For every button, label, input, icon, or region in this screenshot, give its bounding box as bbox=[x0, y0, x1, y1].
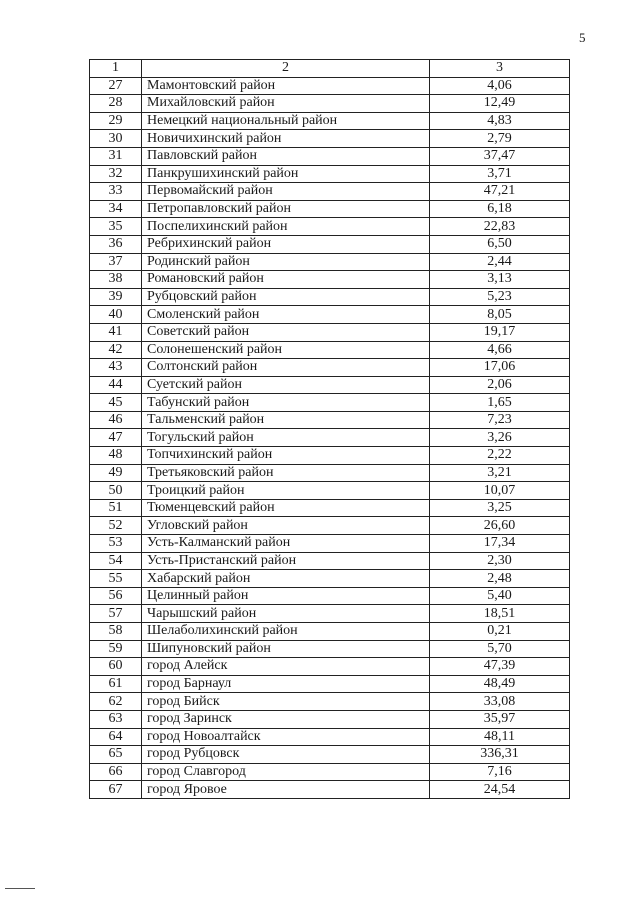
row-name: Панкрушихинский район bbox=[142, 165, 430, 183]
row-value: 26,60 bbox=[430, 517, 570, 535]
row-value: 6,50 bbox=[430, 235, 570, 253]
row-name: Советский район bbox=[142, 323, 430, 341]
row-name: Немецкий национальный район bbox=[142, 112, 430, 130]
row-number: 29 bbox=[90, 112, 142, 130]
row-value: 2,30 bbox=[430, 552, 570, 570]
row-value: 7,16 bbox=[430, 763, 570, 781]
table-row bbox=[90, 710, 570, 728]
row-value: 3,71 bbox=[430, 165, 570, 183]
row-name: Тогульский район bbox=[142, 429, 430, 447]
row-value: 12,49 bbox=[430, 95, 570, 113]
table-body bbox=[90, 77, 570, 798]
row-number: 64 bbox=[90, 728, 142, 746]
row-value: 17,34 bbox=[430, 535, 570, 553]
table-row bbox=[90, 411, 570, 429]
row-name: Хабарский район bbox=[142, 570, 430, 588]
table-header bbox=[90, 60, 570, 78]
table-row bbox=[90, 200, 570, 218]
row-value: 33,08 bbox=[430, 693, 570, 711]
table-row bbox=[90, 323, 570, 341]
table-row bbox=[90, 482, 570, 500]
table-row bbox=[90, 359, 570, 377]
row-number: 45 bbox=[90, 394, 142, 412]
row-value: 19,17 bbox=[430, 323, 570, 341]
row-value: 5,40 bbox=[430, 587, 570, 605]
row-name: Павловский район bbox=[142, 147, 430, 165]
row-name: Мамонтовский район bbox=[142, 77, 430, 95]
header-row bbox=[90, 60, 570, 78]
row-value: 0,21 bbox=[430, 623, 570, 641]
row-number: 27 bbox=[90, 77, 142, 95]
table-row bbox=[90, 288, 570, 306]
row-number: 63 bbox=[90, 710, 142, 728]
table-row bbox=[90, 658, 570, 676]
table-row bbox=[90, 587, 570, 605]
row-name: Тальменский район bbox=[142, 411, 430, 429]
table-row bbox=[90, 271, 570, 289]
header-col-number: 1 bbox=[90, 60, 142, 78]
row-number: 39 bbox=[90, 288, 142, 306]
row-number: 59 bbox=[90, 640, 142, 658]
table-row bbox=[90, 341, 570, 359]
table-row bbox=[90, 183, 570, 201]
row-number: 42 bbox=[90, 341, 142, 359]
row-value: 48,49 bbox=[430, 675, 570, 693]
row-value: 37,47 bbox=[430, 147, 570, 165]
table-row bbox=[90, 746, 570, 764]
data-table bbox=[89, 59, 570, 799]
row-number: 61 bbox=[90, 675, 142, 693]
table-row bbox=[90, 552, 570, 570]
row-number: 66 bbox=[90, 763, 142, 781]
row-value: 7,23 bbox=[430, 411, 570, 429]
row-name: Ребрихинский район bbox=[142, 235, 430, 253]
row-name: Новичихинский район bbox=[142, 130, 430, 148]
row-name: Михайловский район bbox=[142, 95, 430, 113]
row-name: Солтонский район bbox=[142, 359, 430, 377]
row-value: 4,06 bbox=[430, 77, 570, 95]
row-value: 18,51 bbox=[430, 605, 570, 623]
row-number: 50 bbox=[90, 482, 142, 500]
table-row bbox=[90, 95, 570, 113]
table-row bbox=[90, 675, 570, 693]
row-value: 3,21 bbox=[430, 464, 570, 482]
row-number: 35 bbox=[90, 218, 142, 236]
row-name: Родинский район bbox=[142, 253, 430, 271]
row-number: 54 bbox=[90, 552, 142, 570]
row-name: Третьяковский район bbox=[142, 464, 430, 482]
row-number: 31 bbox=[90, 147, 142, 165]
row-name: Первомайский район bbox=[142, 183, 430, 201]
table-row bbox=[90, 447, 570, 465]
row-name: Шипуновский район bbox=[142, 640, 430, 658]
table-row bbox=[90, 517, 570, 535]
table-row bbox=[90, 640, 570, 658]
table-row bbox=[90, 763, 570, 781]
row-number: 34 bbox=[90, 200, 142, 218]
row-name: Петропавловский район bbox=[142, 200, 430, 218]
row-number: 53 bbox=[90, 535, 142, 553]
row-number: 41 bbox=[90, 323, 142, 341]
row-name: город Бийск bbox=[142, 693, 430, 711]
row-number: 32 bbox=[90, 165, 142, 183]
row-value: 2,06 bbox=[430, 376, 570, 394]
table-row bbox=[90, 218, 570, 236]
row-value: 35,97 bbox=[430, 710, 570, 728]
row-number: 33 bbox=[90, 183, 142, 201]
row-number: 55 bbox=[90, 570, 142, 588]
row-value: 6,18 bbox=[430, 200, 570, 218]
row-number: 62 bbox=[90, 693, 142, 711]
row-value: 48,11 bbox=[430, 728, 570, 746]
row-name: Троицкий район bbox=[142, 482, 430, 500]
table-row bbox=[90, 253, 570, 271]
row-name: город Новоалтайск bbox=[142, 728, 430, 746]
row-value: 3,13 bbox=[430, 271, 570, 289]
row-value: 8,05 bbox=[430, 306, 570, 324]
row-value: 1,65 bbox=[430, 394, 570, 412]
table-row bbox=[90, 605, 570, 623]
row-name: Шелаболихинский район bbox=[142, 623, 430, 641]
page-number: 5 bbox=[579, 30, 586, 45]
table-row bbox=[90, 570, 570, 588]
row-number: 60 bbox=[90, 658, 142, 676]
header-col-name: 2 bbox=[142, 60, 430, 78]
row-value: 2,79 bbox=[430, 130, 570, 148]
table-row bbox=[90, 623, 570, 641]
row-name: город Славгород bbox=[142, 763, 430, 781]
row-name: город Барнаул bbox=[142, 675, 430, 693]
row-number: 51 bbox=[90, 499, 142, 517]
row-name: Целинный район bbox=[142, 587, 430, 605]
row-name: город Заринск bbox=[142, 710, 430, 728]
row-name: Суетский район bbox=[142, 376, 430, 394]
row-number: 46 bbox=[90, 411, 142, 429]
row-value: 47,39 bbox=[430, 658, 570, 676]
row-number: 40 bbox=[90, 306, 142, 324]
table-row bbox=[90, 781, 570, 799]
row-number: 52 bbox=[90, 517, 142, 535]
table-row bbox=[90, 235, 570, 253]
table-row bbox=[90, 130, 570, 148]
row-value: 10,07 bbox=[430, 482, 570, 500]
row-name: Солонешенский район bbox=[142, 341, 430, 359]
header-col-value: 3 bbox=[430, 60, 570, 78]
row-value: 5,23 bbox=[430, 288, 570, 306]
row-number: 67 bbox=[90, 781, 142, 799]
table-row bbox=[90, 77, 570, 95]
row-value: 22,83 bbox=[430, 218, 570, 236]
table-row bbox=[90, 147, 570, 165]
table-row bbox=[90, 376, 570, 394]
row-value: 2,48 bbox=[430, 570, 570, 588]
row-number: 44 bbox=[90, 376, 142, 394]
row-number: 30 bbox=[90, 130, 142, 148]
row-name: Чарышский район bbox=[142, 605, 430, 623]
row-value: 2,44 bbox=[430, 253, 570, 271]
row-number: 65 bbox=[90, 746, 142, 764]
table-row bbox=[90, 112, 570, 130]
row-name: Усть-Пристанский район bbox=[142, 552, 430, 570]
row-value: 3,25 bbox=[430, 499, 570, 517]
row-name: город Алейск bbox=[142, 658, 430, 676]
row-name: Романовский район bbox=[142, 271, 430, 289]
row-value: 24,54 bbox=[430, 781, 570, 799]
row-value: 3,26 bbox=[430, 429, 570, 447]
row-value: 2,22 bbox=[430, 447, 570, 465]
row-value: 17,06 bbox=[430, 359, 570, 377]
footer-mark bbox=[5, 888, 35, 889]
row-name: Рубцовский район bbox=[142, 288, 430, 306]
row-number: 43 bbox=[90, 359, 142, 377]
row-name: Угловский район bbox=[142, 517, 430, 535]
row-name: Смоленский район bbox=[142, 306, 430, 324]
table-row bbox=[90, 693, 570, 711]
row-number: 47 bbox=[90, 429, 142, 447]
table-row bbox=[90, 165, 570, 183]
table-row bbox=[90, 499, 570, 517]
table-row bbox=[90, 464, 570, 482]
row-value: 5,70 bbox=[430, 640, 570, 658]
row-number: 37 bbox=[90, 253, 142, 271]
row-number: 38 bbox=[90, 271, 142, 289]
row-name: Усть-Калманский район bbox=[142, 535, 430, 553]
row-number: 28 bbox=[90, 95, 142, 113]
row-value: 4,83 bbox=[430, 112, 570, 130]
table-row bbox=[90, 535, 570, 553]
row-value: 4,66 bbox=[430, 341, 570, 359]
row-number: 57 bbox=[90, 605, 142, 623]
row-value: 336,31 bbox=[430, 746, 570, 764]
row-number: 56 bbox=[90, 587, 142, 605]
row-number: 36 bbox=[90, 235, 142, 253]
table-row bbox=[90, 394, 570, 412]
table-row bbox=[90, 429, 570, 447]
row-name: Тюменцевский район bbox=[142, 499, 430, 517]
row-number: 49 bbox=[90, 464, 142, 482]
row-name: город Яровое bbox=[142, 781, 430, 799]
table-row bbox=[90, 728, 570, 746]
row-name: Топчихинский район bbox=[142, 447, 430, 465]
row-number: 58 bbox=[90, 623, 142, 641]
row-name: Табунский район bbox=[142, 394, 430, 412]
row-name: Поспелихинский район bbox=[142, 218, 430, 236]
row-number: 48 bbox=[90, 447, 142, 465]
row-value: 47,21 bbox=[430, 183, 570, 201]
row-name: город Рубцовск bbox=[142, 746, 430, 764]
table-row bbox=[90, 306, 570, 324]
